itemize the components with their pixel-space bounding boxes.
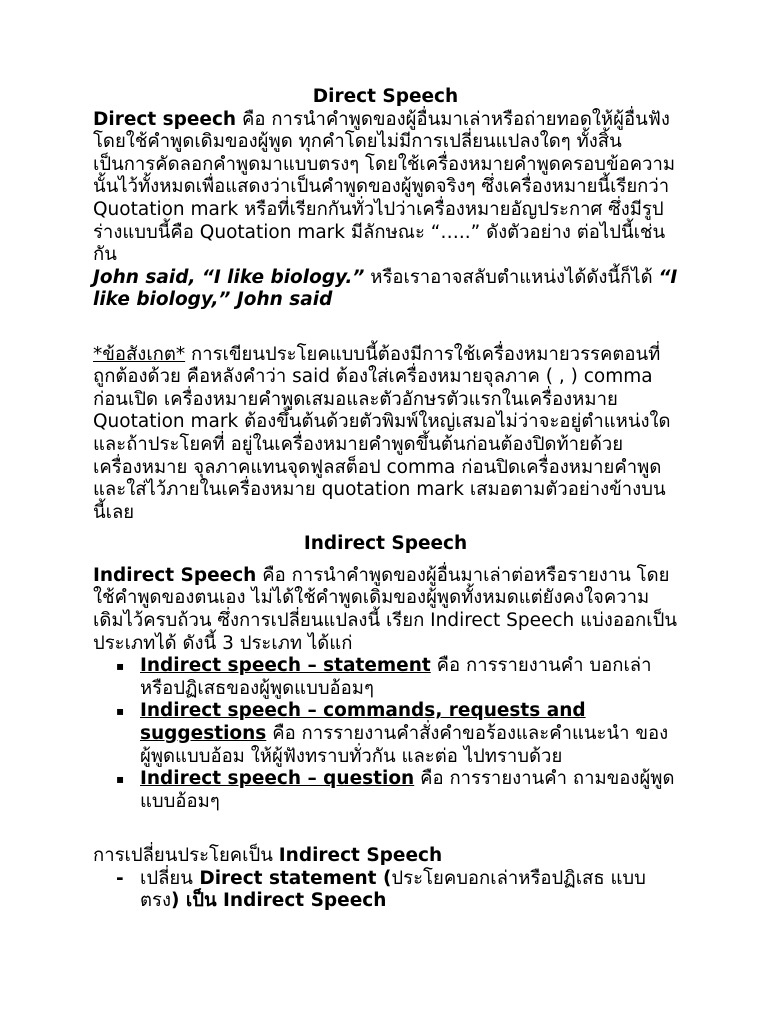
direct-speech-intro (93, 109, 678, 267)
change-heading-thai: การเปลี่ยนประโยคเป็น (93, 845, 279, 866)
indirect-speech-intro-text: คือ การนำคำพูดของผู้อื่นมาเล่าต่อหรือรายงาน โดยใช้คำพูดของตนเอง ไม่ได้ใช้คำพูดเดิมของผู้พูดทั้งหมดแต่ยังคงใจความเดิมไว้ครบถ้วน ซึ่งการเปลี่ยนแปลงนี้ เรียก Indirect Speech แบ่งออกเป็นประเภทได้ ดังนี้ 3 ประเภท ได้แก่ (93, 564, 677, 654)
indirect-types-list (93, 655, 678, 813)
type-desc: คือ การรายงานคำ บอกเล่าหรือปฏิเสธของผู้พูดแบบอ้อมๆ (140, 655, 652, 699)
type-label: Indirect speech – statement (140, 655, 431, 677)
square-bullet-icon: ▪ (116, 659, 125, 674)
direct-speech-examples (93, 267, 678, 312)
direct-example-connector: หรือเราอาจสลับตำแหน่งได้ดังนี้ก็ได้ (364, 266, 659, 288)
square-bullet-icon: ▪ (116, 772, 125, 787)
change-heading-en: Indirect Speech (278, 845, 443, 866)
direct-example-2: “I like biology,” John said (93, 266, 678, 311)
type-desc: คือ การรายงานคำ ถามของผู้พูดแบบอ้อมๆ (140, 768, 675, 812)
change-lead: เปลี่ยน (140, 867, 193, 889)
change-bold-2: ) เป็น Indirect Speech (170, 890, 387, 912)
note-label: *ข้อสังเกต* (93, 343, 186, 365)
document-page (93, 86, 678, 913)
list-item (116, 768, 678, 813)
indirect-speech-title: Indirect Speech (303, 533, 468, 555)
list-item (116, 655, 678, 700)
type-label: Indirect speech – question (140, 768, 415, 790)
direct-speech-title: Direct Speech (312, 86, 459, 107)
note-text: การเขียนประโยคแบบนี้ต้องมีการใช้เครื่องหมายวรรคตอนที่ถูกต้องด้วย คือหลังคำว่า said ต้องใส่เครื่องหมายจุลภาค ( , ) comma ก่อนเปิด เครื่องหมายคำพูดเสมอและตัวอักษรตัวแรกในเครื่องหมาย Quotation mark ต้องขึ้นต้นด้วยตัวพิมพ์ใหญ่เสมอไม่ว่าจะอยู่ตำแหน่งใด และถ้าประโยคที่ อยู่ในเครื่องหมายคำพูดขึ้นต้นก่อนต้องปิดท้ายด้วยเครื่องหมาย จุลภาคแทนจุดฟูลสต็อป comma ก่อนปิดเครื่องหมายคำพูดและใส่ไว้ภายในเครื่องหมาย quotation mark เสมอตามตัวอย่างข้างบนนี้เลย (93, 343, 671, 523)
type-label: Indirect speech – commands, requests and suggestions (140, 700, 586, 745)
direct-example-1: John said, “I like biology.” (93, 266, 365, 288)
direct-speech-intro-lead: Direct speech (93, 108, 237, 130)
list-item (116, 867, 678, 913)
indirect-speech-intro (93, 565, 678, 655)
list-item (116, 700, 678, 768)
direct-speech-intro-text: คือ การนำคำพูดของผู้อื่นมาเล่าหรือถ่ายทอดให้ผู้อื่นฟังโดยใช้คำพูดเดิมของผู้พูด ทุกคำโดยไม่มีการเปลี่ยนแปลงใดๆ ทั้งสิ้นเป็นการคัดลอกคำพูดมาแบบตรงๆ โดยใช้เครื่องหมายคำพูดครอบข้อความนั้นไว้ทั้งหมดเพื่อแสดงว่าเป็นคำพูดของผู้พูดจริงๆ ซึ่งเครื่องหมายนี้เรียกว่า Quotation mark หรือที่เรียกกันทั่วไปว่าเครื่องหมายอัญประกาศ ซึ่งมีรูปร่างแบบนี้คือ Quotation mark มีลักษณะ “…..” ดังตัวอย่าง ต่อไปนี้เช่นกัน (93, 108, 676, 266)
type-desc: คือ การรายงานคำสั่งคำขอร้องและคำแนะนำ ของผู้พูดแบบอ้อม ให้ผู้ฟังทราบทั่วกัน และต่อ ไปทราบด้วย (140, 723, 669, 767)
indirect-speech-intro-lead: Indirect Speech (93, 564, 257, 586)
direct-speech-note (93, 344, 678, 525)
change-heading (93, 845, 678, 868)
square-bullet-icon: ▪ (116, 704, 125, 719)
dash-bullet-icon: - (116, 867, 124, 889)
change-steps-list (93, 868, 678, 913)
change-bold-1: Direct statement ( (192, 867, 392, 889)
change-thai: ประโยคบอกเล่าหรือปฏิเสธ แบบตรง (140, 867, 646, 912)
